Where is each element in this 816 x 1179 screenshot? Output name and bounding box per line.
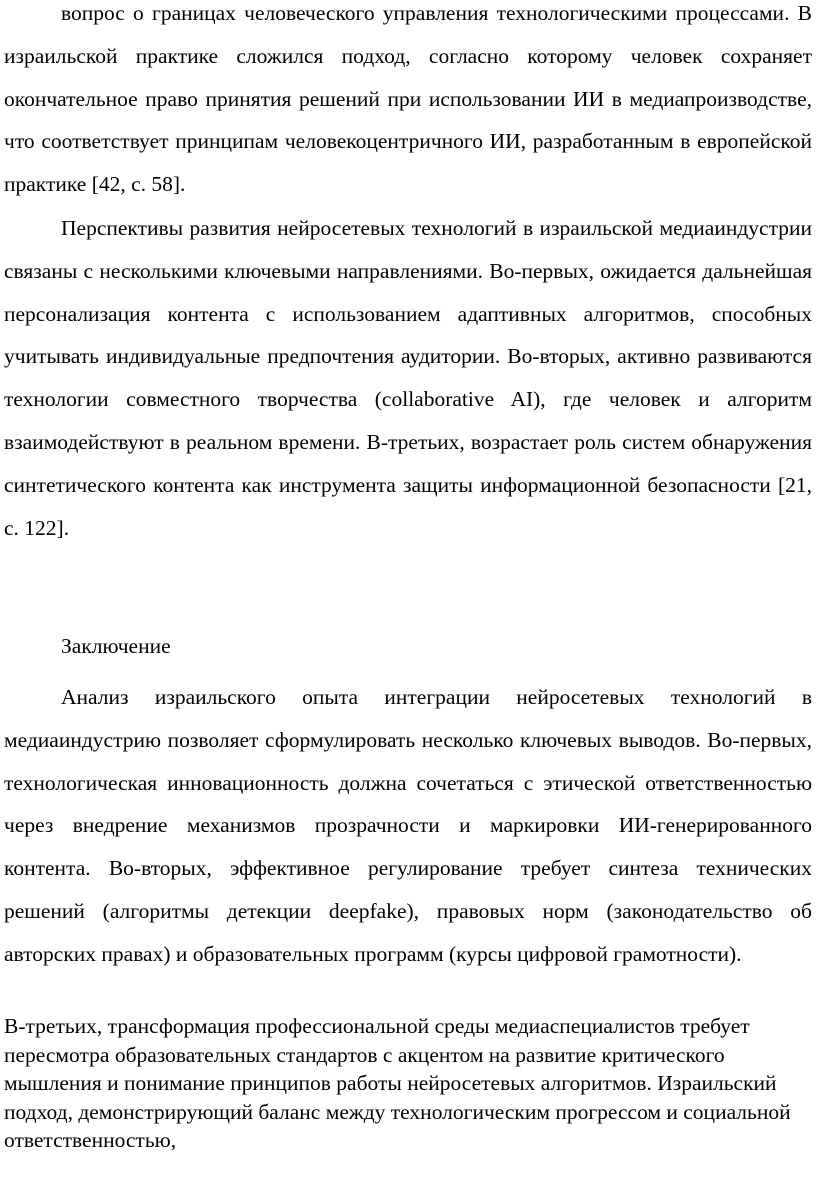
paragraph-prospects: Перспективы развития нейросетевых технологий в израильской медиаиндустрии связаны с несколькими ключевыми направлениями. Во-первых, ожидается дальнейшая персонализация контента с использованием адаптивных алгоритмов, способных учитывать индивидуальные предпочтения аудитории. Во-вторых, активно развиваются технологии совместного творчества (collaborative AI), где человек и алгоритм взаимодействуют в реальном времени. В-третьих, возрастает роль систем обнаружения синтетического контента как инструмента защиты информационной безопасности [21, с. 122].: [4, 216, 812, 540]
paragraph-continuation: вопрос о границах человеческого управления технологическими процессами. В израильской практике сложился подход, согласно которому человек сохраняет окончательное право принятия решений при использовании ИИ в медиапроизводстве, что соответствует принципам человекоцентричного ИИ, разработанным в европейской практике [42, с. 58].: [4, 1, 812, 197]
paragraph-conclusion-third: В-третьих, трансформация профессиональной среды медиаспециалистов требует пересмотра образовательных стандартов с акцентом на развитие критического мышления и понимание принципов работы нейросетевых алгоритмов. Израильский подход, демонстрирующий баланс между технологическим прогрессом и социальной ответственностью,: [4, 1014, 791, 1153]
paragraph-conclusion-analysis: Анализ израильского опыта интеграции нейросетевых технологий в медиаиндустрию позволяет сформулировать несколько ключевых выводов. Во-первых, технологическая инновационность должна сочетаться с этической ответственностью через внедрение механизмов прозрачности и маркировки ИИ-генерированного контента. Во-вторых, эффективное регулирование требует синтеза технических решений (алгоритмы детекции deepfake), правовых норм (законодательство об авторских правах) и образовательных программ (курсы цифровой грамотности).: [4, 685, 812, 966]
section-heading-conclusion: Заключение: [61, 634, 171, 658]
